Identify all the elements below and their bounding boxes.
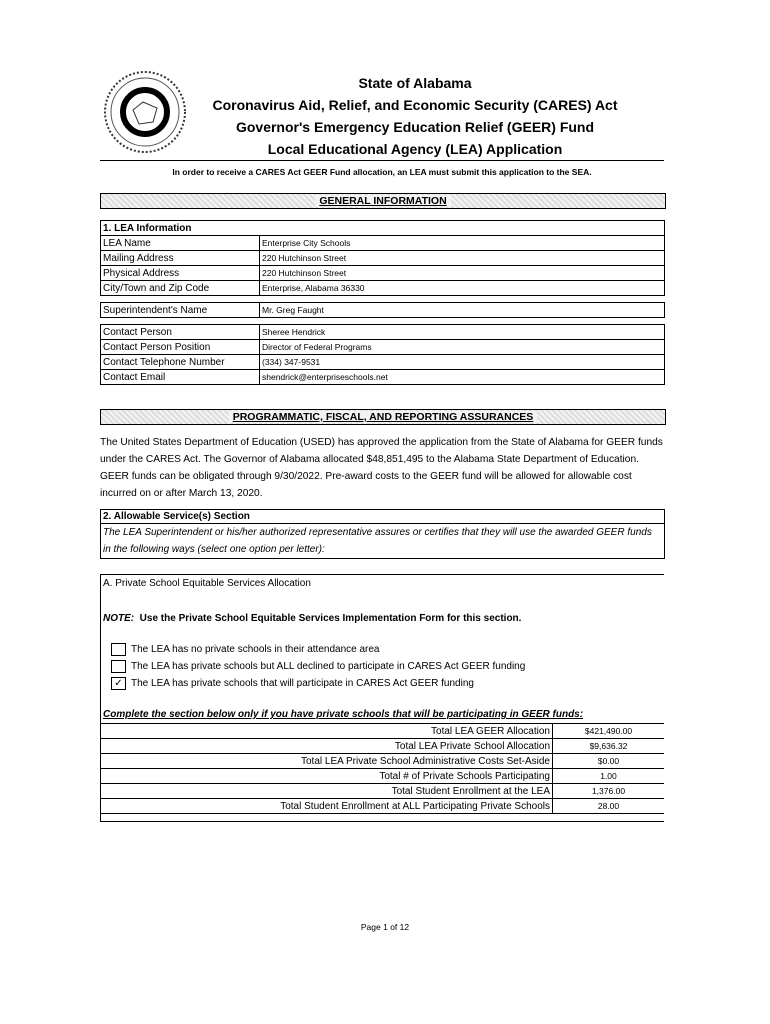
divider (100, 160, 664, 161)
financials-table (101, 723, 664, 814)
field-label: Contact Email (101, 370, 260, 385)
field-value: Enterprise City Schools (260, 236, 665, 251)
document-title (190, 72, 640, 160)
assurances-bar (100, 409, 666, 425)
table-row (101, 724, 664, 739)
field-label: Mailing Address (101, 251, 260, 266)
field-value: Enterprise, Alabama 36330 (260, 281, 665, 296)
table-row (101, 236, 665, 251)
page-number: Page 1 of 12 (360, 922, 410, 932)
checkbox-checked[interactable]: ✓ (111, 677, 126, 690)
row-spacer (101, 296, 665, 303)
financial-label: Total Student Enrollment at ALL Participating Private Schools (101, 799, 553, 814)
table-row (101, 303, 665, 318)
title-line-4: Local Educational Agency (LEA) Application (267, 141, 563, 157)
table-row (101, 799, 664, 814)
financial-label: Total LEA Private School Administrative Costs Set-Aside (101, 754, 553, 769)
field-value: (334) 347-9531 (260, 355, 665, 370)
table-row (101, 754, 664, 769)
title-line-2: Coronavirus Aid, Relief, and Economic Security (CARES) Act (212, 97, 618, 113)
field-value: Director of Federal Programs (260, 340, 665, 355)
title-line-1: State of Alabama (358, 75, 472, 91)
field-value: 220 Hutchinson Street (260, 266, 665, 281)
field-label: Contact Person Position (101, 340, 260, 355)
lea-information-table (100, 220, 665, 385)
checkbox[interactable] (111, 660, 126, 673)
field-value: Mr. Greg Faught (260, 303, 665, 318)
field-label: Superintendent's Name (101, 303, 260, 318)
assurances-label: PROGRAMMATIC, FISCAL, AND REPORTING ASSURANCES (229, 411, 538, 423)
field-label: Contact Telephone Number (101, 355, 260, 370)
table-row (101, 340, 665, 355)
allowable-services-box (100, 509, 665, 559)
table-row (101, 784, 664, 799)
assurances-paragraph: The United States Department of Education (USED) has approved the application from the State of Alabama for GEER funds under the CARES Act. The Governor of Alabama allocated $48,851,495 to the Alabama State Department of Education. GEER funds can be obligated through 9/30/2022. Pre-award costs to the GEER fund will be allowed for allowable cost incurred on or after March 13, 2020. (100, 437, 663, 499)
financial-value: $9,636.32 (553, 739, 665, 754)
financial-label: Total LEA GEER Allocation (101, 724, 553, 739)
field-label: LEA Name (101, 236, 260, 251)
financial-value: $421,490.00 (553, 724, 665, 739)
table-row (101, 251, 665, 266)
field-value: shendrick@enterpriseschools.net (260, 370, 665, 385)
table-row (101, 769, 664, 784)
field-label: Contact Person (101, 325, 260, 340)
table-row (101, 266, 665, 281)
note-text: Use the Private School Equitable Services Implementation Form for this section. (139, 613, 522, 624)
state-seal-logo (103, 70, 187, 154)
allowable-services-heading: 2. Allowable Service(s) Section (101, 510, 664, 524)
field-label: City/Town and Zip Code (101, 281, 260, 296)
option-will-participate[interactable] (111, 677, 474, 690)
field-value: 220 Hutchinson Street (260, 251, 665, 266)
table-row (101, 281, 665, 296)
section-a-title: A. Private School Equitable Services Allocation (103, 578, 311, 589)
lea-information-heading: 1. LEA Information (101, 221, 665, 236)
row-spacer (101, 318, 665, 325)
financial-label: Total # of Private Schools Participating (101, 769, 553, 784)
table-row (101, 739, 664, 754)
complete-instruction: Complete the section below only if you have private schools that will be participating in GEER funds: (103, 709, 584, 720)
financial-label: Total LEA Private School Allocation (101, 739, 553, 754)
option-label: The LEA has private schools that will participate in CARES Act GEER funding (131, 678, 474, 689)
allowable-services-body: The LEA Superintendent or his/her authorized representative assures or certifies that they will use the awarded GEER funds in the following ways (select one option per letter): (103, 527, 652, 555)
general-information-bar (100, 193, 666, 209)
section-a-box (100, 574, 664, 822)
table-row (101, 370, 665, 385)
option-label: The LEA has private schools but ALL declined to participate in CARES Act GEER funding (131, 661, 526, 672)
checkbox[interactable] (111, 643, 126, 656)
financial-value: 1.00 (553, 769, 665, 784)
financial-value: 28.00 (553, 799, 665, 814)
note-label: NOTE: (103, 613, 135, 624)
financial-label: Total Student Enrollment at the LEA (101, 784, 553, 799)
financial-value: $0.00 (553, 754, 665, 769)
order-note: In order to receive a CARES Act GEER Fund allocation, an LEA must submit this application to the SEA. (172, 167, 592, 177)
financial-value: 1,376.00 (553, 784, 665, 799)
table-row (101, 325, 665, 340)
field-label: Physical Address (101, 266, 260, 281)
general-information-label: GENERAL INFORMATION (315, 195, 450, 207)
option-all-declined[interactable] (111, 660, 525, 673)
option-no-private-schools[interactable] (111, 643, 380, 656)
option-label: The LEA has no private schools in their attendance area (131, 644, 380, 655)
section-a-note (103, 613, 521, 624)
field-value: Sheree Hendrick (260, 325, 665, 340)
table-row (101, 355, 665, 370)
title-line-3: Governor's Emergency Education Relief (GEER) Fund (235, 119, 595, 135)
